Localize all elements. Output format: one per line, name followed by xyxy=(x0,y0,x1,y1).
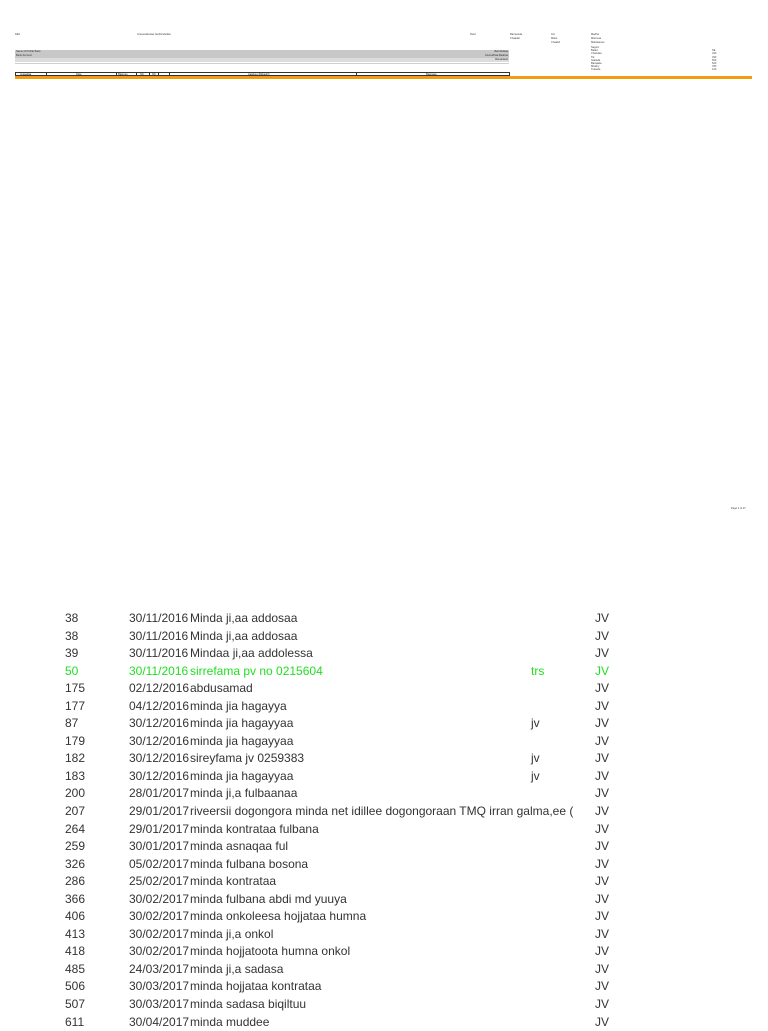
summary-value: 620 xyxy=(712,62,717,65)
summary-value: 120 xyxy=(712,68,717,72)
row-description: minda onkoleesa hojjataa humna xyxy=(190,909,367,924)
row-date: 30/04/2017 xyxy=(129,1014,190,1029)
grid-col-label: Shi xyxy=(152,73,156,76)
table-row[interactable] xyxy=(0,908,768,926)
header-col1-1: Chaadal xyxy=(510,37,520,40)
row-number: 286 xyxy=(65,874,86,889)
table-row[interactable] xyxy=(0,680,768,698)
table-row[interactable] xyxy=(0,838,768,856)
table-row[interactable] xyxy=(0,733,768,751)
row-type: JV xyxy=(595,733,610,748)
table-row[interactable] xyxy=(0,821,768,839)
row-description: minda ji,a onkol xyxy=(190,926,274,941)
row-number: 406 xyxy=(65,909,86,924)
table-row[interactable] xyxy=(0,873,768,891)
table-row[interactable] xyxy=(0,996,768,1014)
table-row[interactable] xyxy=(0,698,768,716)
row-number: 38 xyxy=(65,628,79,643)
grid-col-label: Guiaadaa xyxy=(20,73,32,76)
row-reference: jv xyxy=(531,751,540,766)
summary-label: Nagod xyxy=(591,46,599,49)
row-number: 264 xyxy=(65,821,86,836)
row-date: 30/02/2017 xyxy=(129,891,190,906)
row-type: JV xyxy=(595,839,610,854)
bank-account-bar xyxy=(15,54,509,58)
bank-name-bar xyxy=(15,50,509,54)
summary-value: 780 xyxy=(712,65,717,69)
row-number: 259 xyxy=(65,839,86,854)
row-reference: trs xyxy=(531,663,545,678)
row-description: Minda ji,aa addosaa xyxy=(190,611,298,625)
grid-col-divider xyxy=(46,73,47,75)
row-date: 05/02/2017 xyxy=(129,856,190,871)
grid-col-label: Baanaaa xyxy=(426,73,437,76)
header-field: Field xyxy=(470,33,476,36)
grid-col-divider xyxy=(169,73,170,75)
row-type: JV xyxy=(595,891,610,906)
row-date: 30/11/2016 xyxy=(129,646,189,661)
row-number: 87 xyxy=(65,716,79,731)
orange-separator xyxy=(15,76,752,79)
row-number: 326 xyxy=(65,856,86,871)
row-number: 50 xyxy=(65,663,79,678)
summary-value: 430 xyxy=(712,52,717,56)
row-number: 418 xyxy=(65,944,86,959)
row-number: 485 xyxy=(65,961,86,976)
row-type: JV xyxy=(595,804,610,819)
row-description: Minda ji,aa addosaa xyxy=(190,628,298,643)
page-footer: Page 1 of 27 xyxy=(731,507,746,510)
table-row[interactable] xyxy=(0,803,768,821)
row-type: JV xyxy=(595,768,610,783)
row-number: 182 xyxy=(65,751,86,766)
row-type: JV xyxy=(595,821,610,836)
row-description: minda ji,a fulbaanaa xyxy=(190,786,298,801)
header-col3-1: Marimaa xyxy=(591,37,602,40)
summary-label: Chandaa xyxy=(591,52,602,56)
grid-col-divider xyxy=(149,73,150,75)
row-type: JV xyxy=(595,997,610,1012)
row-reference: jv xyxy=(531,716,540,731)
table-row[interactable] xyxy=(0,978,768,996)
table-row[interactable] xyxy=(0,961,768,979)
row-type: JV xyxy=(595,698,610,713)
row-number: 506 xyxy=(65,979,86,994)
row-description: sireyfama jv 0259383 xyxy=(190,751,305,766)
row-description: abdusamad xyxy=(190,681,253,696)
grid-col-label: Baamee xyxy=(118,73,128,76)
row-description: minda jia hagayyaa xyxy=(190,716,294,731)
row-number: 366 xyxy=(65,891,86,906)
row-description: sirrefama pv no 0215604 xyxy=(190,663,323,678)
table-row[interactable] xyxy=(0,768,768,786)
row-number: 39 xyxy=(65,646,79,661)
row-date: 24/03/2017 xyxy=(129,961,190,976)
row-description: minda jia hagayyaa xyxy=(190,733,294,748)
balance-bar xyxy=(15,58,509,62)
row-date: 28/01/2017 xyxy=(129,786,190,801)
table-row[interactable] xyxy=(0,663,768,681)
row-type: JV xyxy=(595,646,610,661)
table-row[interactable] xyxy=(0,645,768,663)
summary-value: SE xyxy=(712,49,716,53)
bank-name-value: Barrahdaaa xyxy=(494,50,508,53)
row-date: 30/12/2016 xyxy=(129,716,190,731)
summary-value: 500 xyxy=(712,58,717,62)
row-date: 30/11/2016 xyxy=(129,611,189,625)
bank-account-value: Koonadhaa Baabaa xyxy=(485,54,508,57)
table-row[interactable] xyxy=(0,926,768,944)
row-date: 30/12/2016 xyxy=(129,768,190,783)
row-type: JV xyxy=(595,716,610,731)
grid-col-divider xyxy=(356,73,357,75)
row-description: minda fulbana abdi md yuuya xyxy=(190,891,347,906)
divider xyxy=(15,63,509,64)
row-description: minda muddee xyxy=(190,1014,270,1029)
table-row[interactable] xyxy=(0,891,768,909)
row-date: 29/01/2017 xyxy=(129,821,190,836)
summary-label: Balad xyxy=(591,49,598,53)
row-type: JV xyxy=(595,663,610,678)
header-col1-0: Barreeeda xyxy=(510,33,523,36)
header-col3-0: Madha xyxy=(591,33,599,36)
summary-label: Barqaala xyxy=(591,62,602,65)
header-col2-0: AH xyxy=(551,33,555,36)
summary-label: Mhainy xyxy=(591,65,600,69)
row-type: JV xyxy=(595,628,610,643)
table-row[interactable] xyxy=(0,715,768,733)
row-description: minda hojjataa kontrataa xyxy=(190,979,322,994)
row-type: JV xyxy=(595,786,610,801)
row-type: JV xyxy=(595,909,610,924)
row-date: 25/02/2017 xyxy=(129,874,190,889)
row-date: 30/12/2016 xyxy=(129,733,190,748)
row-description: minda kontrataa xyxy=(190,874,277,889)
row-number: 183 xyxy=(65,768,86,783)
bank-account-label: Bank Account xyxy=(16,54,32,57)
row-date: 30/02/2017 xyxy=(129,926,190,941)
table-row[interactable] xyxy=(0,750,768,768)
table-row[interactable] xyxy=(0,1014,768,1031)
summary-label: Gabada xyxy=(591,58,601,62)
row-description: minda ji,a sadasa xyxy=(190,961,284,976)
grid-col-label: Aaaduuu Babaghh xyxy=(248,73,270,76)
table-row[interactable] xyxy=(0,785,768,803)
row-type: JV xyxy=(595,856,610,871)
table-row[interactable] xyxy=(0,610,768,628)
grid-col-divider xyxy=(136,73,137,75)
row-type: JV xyxy=(595,751,610,766)
row-number: 177 xyxy=(65,698,86,713)
row-number: 38 xyxy=(65,611,79,625)
transaction-list xyxy=(0,610,768,1031)
row-type: JV xyxy=(595,926,610,941)
grid-col-label: Date xyxy=(76,73,82,76)
row-type: JV xyxy=(595,611,610,625)
row-date: 04/12/2016 xyxy=(129,698,190,713)
header-title: Gravesadasaa Jarribirabekke xyxy=(137,33,171,36)
row-type: JV xyxy=(595,944,610,959)
row-number: 179 xyxy=(65,733,86,748)
bank-name-label: Name of Profile Bank xyxy=(16,50,41,53)
header-col2-1: Mahe xyxy=(551,37,558,40)
row-description: minda sadasa biqiltuu xyxy=(190,997,307,1012)
grid-col-divider xyxy=(116,73,117,75)
row-description: riveersii dogongora minda net idillee dogongoraan TMQ irran galma,ee ( xyxy=(190,804,574,819)
row-description: minda hojjatoota humna onkol xyxy=(190,944,351,959)
row-description: minda kontrataa fulbana xyxy=(190,821,319,836)
row-description: Mindaa ji,aa addolessa xyxy=(190,646,313,661)
header-left-code: DEF xyxy=(15,33,21,36)
row-description: minda fulbana bosona xyxy=(190,856,309,871)
row-description: minda jia hagayya xyxy=(190,698,287,713)
table-row[interactable] xyxy=(0,943,768,961)
table-row[interactable] xyxy=(0,856,768,874)
row-number: 507 xyxy=(65,997,86,1012)
row-type: JV xyxy=(595,1014,610,1029)
row-date: 02/12/2016 xyxy=(129,681,190,696)
row-type: JV xyxy=(595,979,610,994)
row-date: 30/01/2017 xyxy=(129,839,190,854)
row-date: 30/11/2016 xyxy=(129,628,189,643)
row-type: JV xyxy=(595,961,610,976)
row-type: JV xyxy=(595,681,610,696)
row-date: 30/02/2017 xyxy=(129,909,190,924)
row-description: minda jia hagayyaa xyxy=(190,768,294,783)
row-number: 207 xyxy=(65,804,86,819)
balance-value: Baraadaad xyxy=(495,58,508,61)
summary-label: TE xyxy=(591,55,595,59)
row-date: 30/11/2016 xyxy=(129,663,189,678)
summary-value: 490 xyxy=(712,55,717,59)
row-date: 30/12/2016 xyxy=(129,751,190,766)
row-date: 29/01/2017 xyxy=(129,804,190,819)
row-number: 611 xyxy=(65,1014,85,1029)
row-description: minda asnaqaa ful xyxy=(190,839,289,854)
row-type: JV xyxy=(595,874,610,889)
table-row[interactable] xyxy=(0,628,768,646)
summary-label: Tuleeda xyxy=(591,68,601,72)
row-date: 30/03/2017 xyxy=(129,997,190,1012)
header-col2-2: Chaabd xyxy=(551,41,561,44)
row-date: 30/03/2017 xyxy=(129,979,190,994)
grid-col-divider xyxy=(158,73,159,75)
row-number: 200 xyxy=(65,786,86,801)
row-date: 30/02/2017 xyxy=(129,944,190,959)
row-number: 413 xyxy=(65,926,86,941)
grid-col-label: Shi xyxy=(140,73,144,76)
header-col3-2: Mahiaamee xyxy=(591,41,605,44)
row-reference: jv xyxy=(531,768,540,783)
row-number: 175 xyxy=(65,681,86,696)
